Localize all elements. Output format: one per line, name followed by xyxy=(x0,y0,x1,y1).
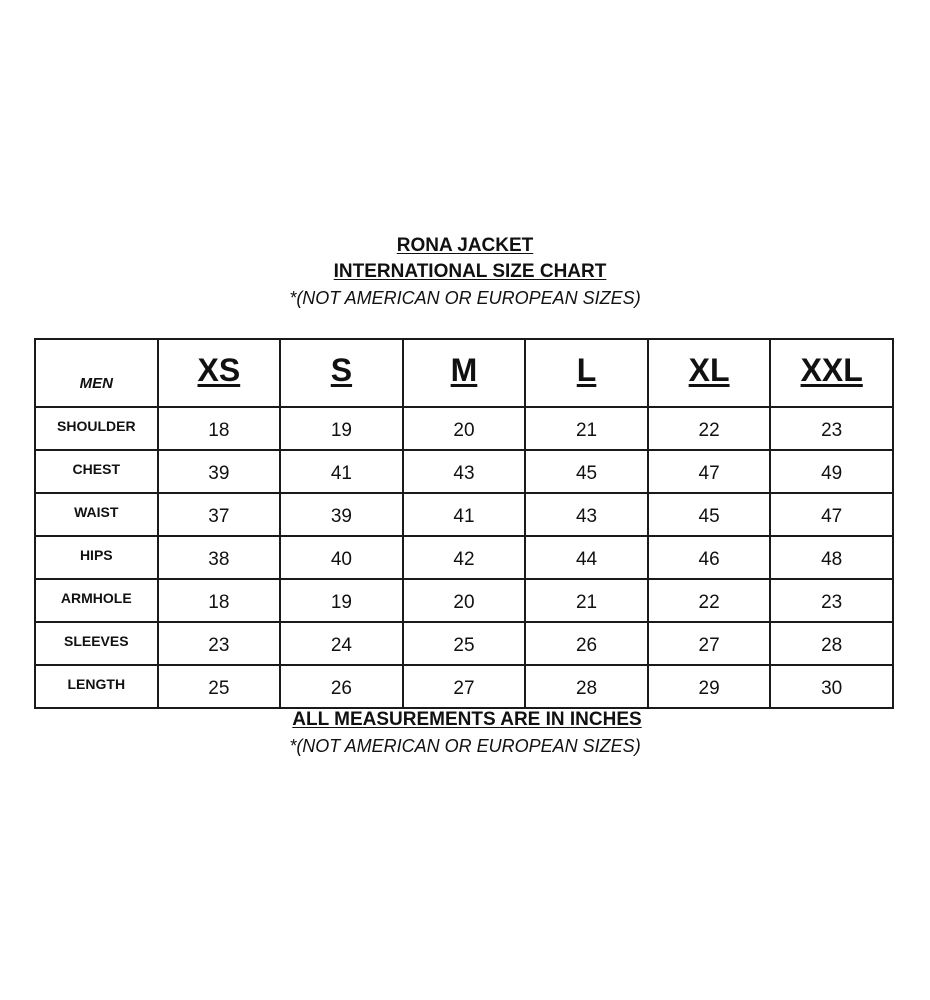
measurement-value: 30 xyxy=(770,665,893,708)
chart-subtitle: INTERNATIONAL SIZE CHART xyxy=(333,261,607,282)
measurement-value: 22 xyxy=(648,579,771,622)
size-chart-table xyxy=(34,338,894,709)
table-row xyxy=(35,622,893,665)
measurement-value: 26 xyxy=(280,665,403,708)
measurement-value: 48 xyxy=(770,536,893,579)
measurement-label: WAIST xyxy=(35,493,158,536)
measurement-units-note: ALL MEASUREMENTS ARE IN INCHES xyxy=(292,709,642,730)
size-header-xxl: XXL xyxy=(770,339,893,407)
measurement-value: 42 xyxy=(403,536,526,579)
size-header-l: L xyxy=(525,339,648,407)
measurement-value: 18 xyxy=(158,407,281,450)
measurement-value: 26 xyxy=(525,622,648,665)
measurement-value: 25 xyxy=(158,665,281,708)
measurement-value: 45 xyxy=(648,493,771,536)
measurement-value: 21 xyxy=(525,579,648,622)
size-disclaimer-bottom: *(NOT AMERICAN OR EUROPEAN SIZES) xyxy=(289,736,641,756)
measurement-value: 45 xyxy=(525,450,648,493)
size-header-xs: XS xyxy=(158,339,281,407)
measurement-value: 19 xyxy=(280,407,403,450)
measurement-value: 49 xyxy=(770,450,893,493)
measurement-value: 43 xyxy=(403,450,526,493)
measurement-value: 28 xyxy=(525,665,648,708)
measurement-value: 40 xyxy=(280,536,403,579)
size-header-m: M xyxy=(403,339,526,407)
table-row xyxy=(35,450,893,493)
measurement-value: 39 xyxy=(280,493,403,536)
measurement-value: 25 xyxy=(403,622,526,665)
measurement-label: CHEST xyxy=(35,450,158,493)
table-row xyxy=(35,579,893,622)
measurement-value: 38 xyxy=(158,536,281,579)
measurement-label: ARMHOLE xyxy=(35,579,158,622)
page-title: RONA JACKET xyxy=(396,235,534,256)
measurement-value: 24 xyxy=(280,622,403,665)
measurement-value: 18 xyxy=(158,579,281,622)
measurement-value: 23 xyxy=(158,622,281,665)
size-header-s: S xyxy=(280,339,403,407)
chart-footer xyxy=(0,707,930,759)
measurement-value: 23 xyxy=(770,579,893,622)
measurement-value: 27 xyxy=(648,622,771,665)
measurement-value: 41 xyxy=(403,493,526,536)
measurement-value: 21 xyxy=(525,407,648,450)
measurement-value: 46 xyxy=(648,536,771,579)
measurement-value: 20 xyxy=(403,407,526,450)
table-row xyxy=(35,536,893,579)
measurement-value: 20 xyxy=(403,579,526,622)
size-header-row xyxy=(35,339,893,407)
measurement-value: 43 xyxy=(525,493,648,536)
table-row xyxy=(35,665,893,708)
measurement-label: HIPS xyxy=(35,536,158,579)
measurement-value: 29 xyxy=(648,665,771,708)
measurement-value: 28 xyxy=(770,622,893,665)
measurement-value: 44 xyxy=(525,536,648,579)
size-disclaimer-top: *(NOT AMERICAN OR EUROPEAN SIZES) xyxy=(289,288,641,308)
table-row xyxy=(35,493,893,536)
measurement-value: 22 xyxy=(648,407,771,450)
measurement-value: 39 xyxy=(158,450,281,493)
size-header-xl: XL xyxy=(648,339,771,407)
measurement-value: 27 xyxy=(403,665,526,708)
measurement-value: 19 xyxy=(280,579,403,622)
measurement-label: SHOULDER xyxy=(35,407,158,450)
gender-label: MEN xyxy=(35,339,158,407)
measurement-value: 23 xyxy=(770,407,893,450)
measurement-value: 47 xyxy=(770,493,893,536)
measurement-value: 47 xyxy=(648,450,771,493)
measurement-value: 37 xyxy=(158,493,281,536)
chart-header xyxy=(0,233,930,311)
measurement-label: LENGTH xyxy=(35,665,158,708)
table-row xyxy=(35,407,893,450)
measurement-label: SLEEVES xyxy=(35,622,158,665)
measurement-value: 41 xyxy=(280,450,403,493)
